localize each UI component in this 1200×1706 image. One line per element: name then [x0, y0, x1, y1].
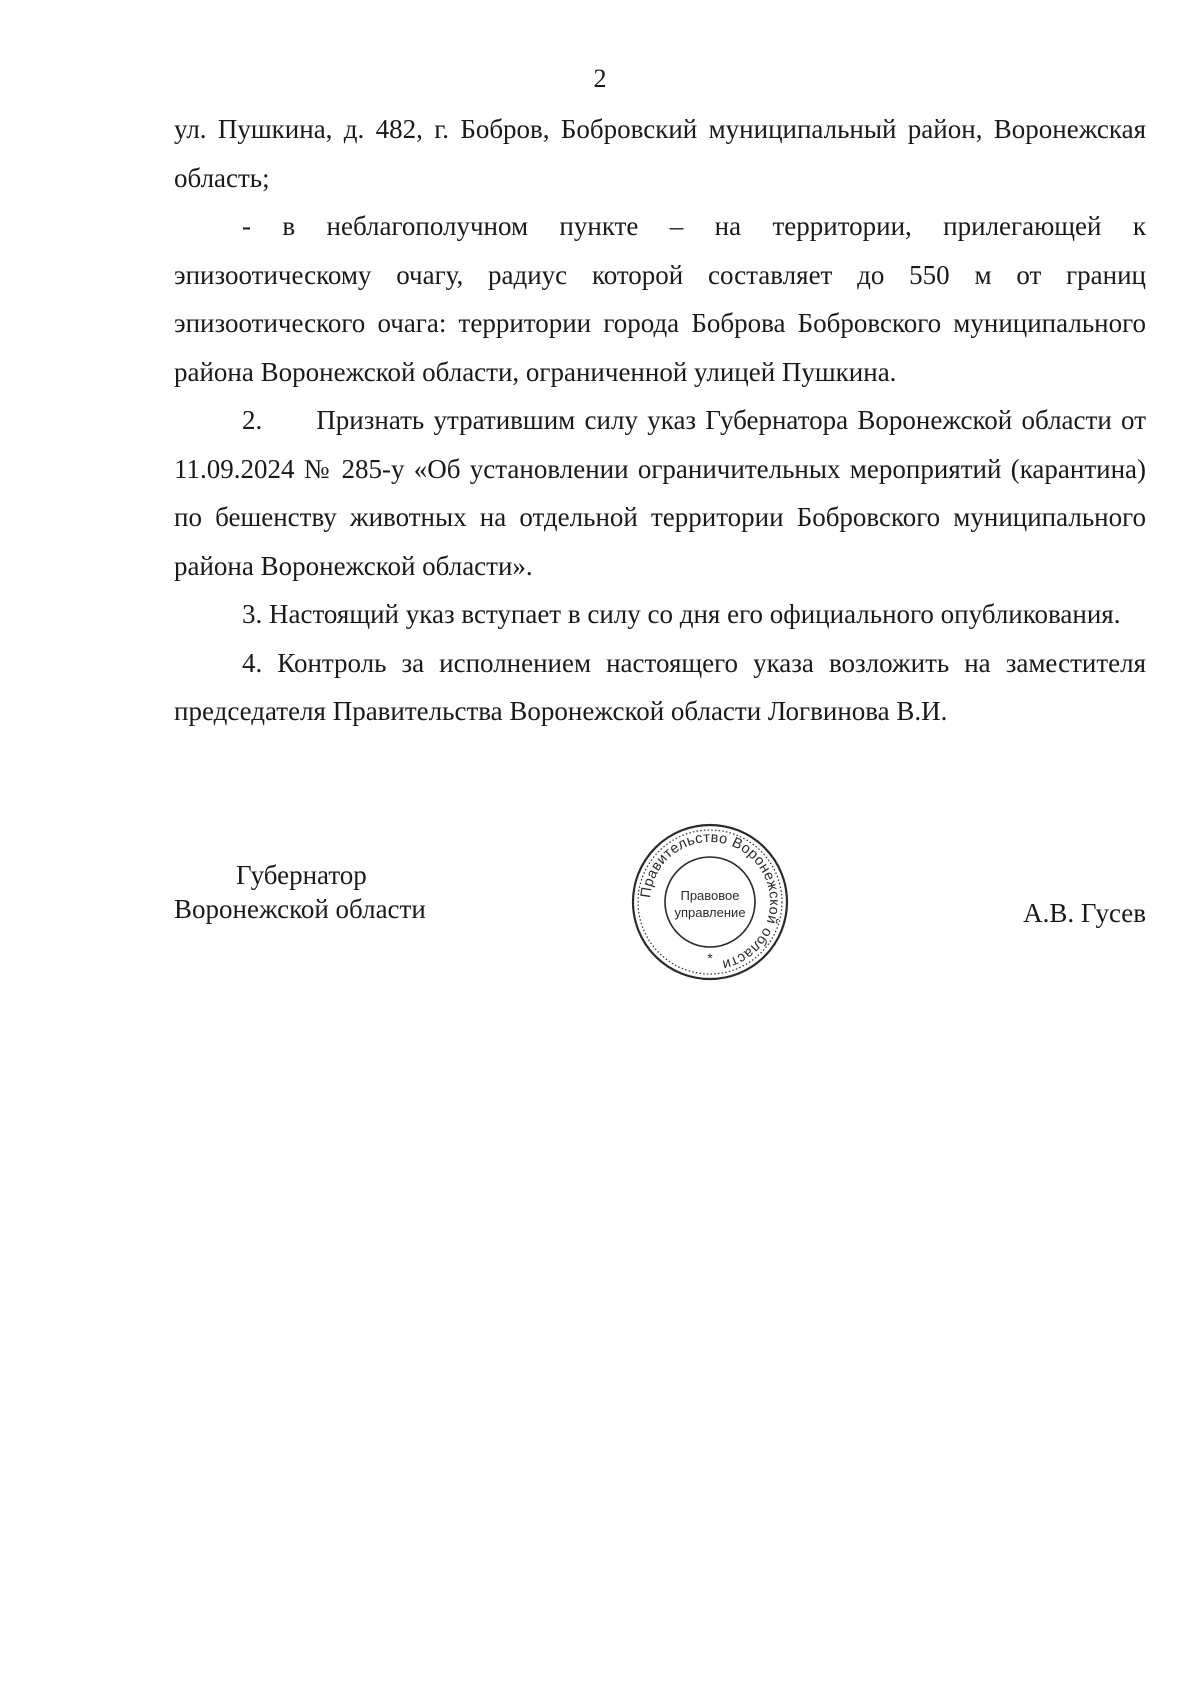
signatory-name: А.В. Гусев: [1023, 898, 1146, 928]
stamp-seal-graphic: [630, 822, 790, 982]
stamp-inner-line2: управление: [674, 905, 746, 920]
stamp-star: *: [707, 950, 713, 966]
signatory-position-line1: Губернатор: [236, 860, 367, 890]
paragraph-item-2: 2. Признать утратившим силу указ Губернатора Воронежской области от 11.09.2024 № 285-у «Об установлении ограничительных мероприятий (карантина) по бешенству животных на отдельной территории Бобровского муниципального района Воронежской области».: [174, 405, 1146, 581]
signatory-position-line2: Воронежской области: [174, 894, 426, 924]
stamp-inner-line1: Правовое: [680, 888, 740, 903]
official-stamp: [630, 822, 790, 982]
paragraph-address-continuation: ул. Пушкина, д. 482, г. Бобров, Бобровский муниципальный район, Воронежская область;: [174, 114, 1146, 193]
signatory-position: [174, 858, 426, 926]
page-number: 2: [593, 64, 607, 93]
paragraph-item-3: 3. Настоящий указ вступает в силу со дня его официального опубликования.: [242, 599, 1121, 629]
document-body: [174, 105, 1146, 736]
paragraph-unfavorable-point: - в неблагополучном пункте – на территории, прилегающей к эпизоотическому очагу, радиус которой составляет до 550 м от границ эпизоотического очага: территории города Боброва Бобровского муниципального района Воронежской области, ограниченной улицей Пушкина.: [174, 211, 1146, 387]
stamp-outer-text: Правительство Воронежской области: [638, 829, 783, 973]
paragraph-item-4: 4. Контроль за исполнением настоящего указа возложить на заместителя председателя Правительства Воронежской области Логвинова В.И.: [174, 647, 1146, 726]
